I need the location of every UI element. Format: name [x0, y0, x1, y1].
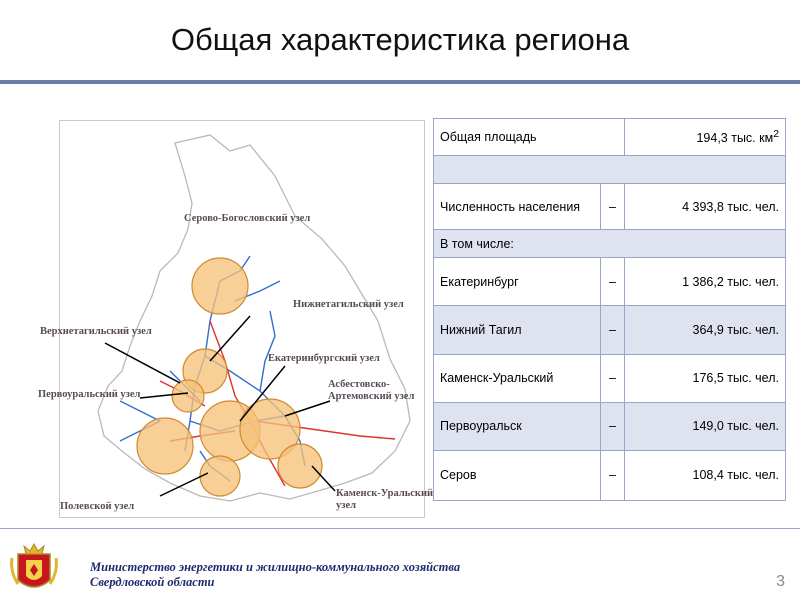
table-row — [434, 184, 786, 230]
ministry-line-2: Свердловской области — [90, 575, 215, 589]
table-row — [434, 450, 786, 500]
city-value: 149,0 тыс. чел. — [625, 402, 786, 450]
node-serovo — [192, 258, 248, 314]
label-kamensk: Каменск-Уральский узел — [336, 488, 434, 511]
table-row — [434, 119, 786, 156]
region-stats-table — [433, 118, 786, 501]
node-polevskoy — [200, 456, 240, 496]
label-asbest: Асбестовско-Артемовский узел — [328, 379, 415, 402]
label-verkhnetagil: Верхнетагильский узел — [40, 326, 152, 337]
table-row — [434, 306, 786, 354]
table-row — [434, 230, 786, 258]
city-value: 364,9 тыс. чел. — [625, 306, 786, 354]
table-row — [434, 354, 786, 402]
node-pervouralsk — [137, 418, 193, 474]
population-dash: – — [601, 184, 625, 230]
area-value-cell — [625, 119, 786, 156]
label-polevskoy: Полевской узел — [60, 501, 135, 512]
footer-divider — [0, 528, 800, 529]
including-label: В том числе: — [434, 230, 786, 258]
area-label: Общая площадь — [434, 119, 625, 156]
table-row — [434, 402, 786, 450]
region-map — [38, 120, 434, 518]
label-pervouralsk: Первоуральский узел — [38, 389, 141, 400]
population-value: 4 393,8 тыс. чел. — [625, 184, 786, 230]
population-label: Численность населения — [434, 184, 601, 230]
area-unit-sup: 2 — [773, 128, 779, 140]
city-dash: – — [601, 258, 625, 306]
ministry-line-1: Министерство энергетики и жилищно-коммунального хозяйства — [90, 560, 461, 574]
city-dash: – — [601, 306, 625, 354]
empty-cell — [434, 156, 786, 184]
table-row — [434, 258, 786, 306]
city-name: Серов — [434, 450, 601, 500]
city-name: Нижний Тагил — [434, 306, 601, 354]
page-title: Общая характеристика региона — [170, 22, 630, 57]
region-map-drawing — [60, 121, 426, 519]
city-name: Первоуральск — [434, 402, 601, 450]
node-pervouralsk-small — [172, 380, 204, 412]
label-nizhnetagil: Нижнетагильский узел — [293, 299, 404, 310]
city-value: 108,4 тыс. чел. — [625, 450, 786, 500]
label-ekaterinburg: Екатеринбургский узел — [268, 353, 380, 364]
city-dash: – — [601, 450, 625, 500]
city-value: 1 386,2 тыс. чел. — [625, 258, 786, 306]
ministry-name — [90, 560, 610, 590]
node-kamensk — [278, 444, 322, 488]
coat-of-arms-logo — [8, 540, 60, 596]
city-dash: – — [601, 354, 625, 402]
city-value: 176,5 тыс. чел. — [625, 354, 786, 402]
table-row — [434, 156, 786, 184]
city-name: Каменск-Уральский — [434, 354, 601, 402]
area-value: 194,3 тыс. км — [696, 131, 774, 146]
title-divider — [0, 80, 800, 84]
label-serovo: Серово-Богословский узел — [184, 213, 311, 224]
city-name: Екатеринбург — [434, 258, 601, 306]
city-dash: – — [601, 402, 625, 450]
page-number: 3 — [776, 573, 785, 590]
